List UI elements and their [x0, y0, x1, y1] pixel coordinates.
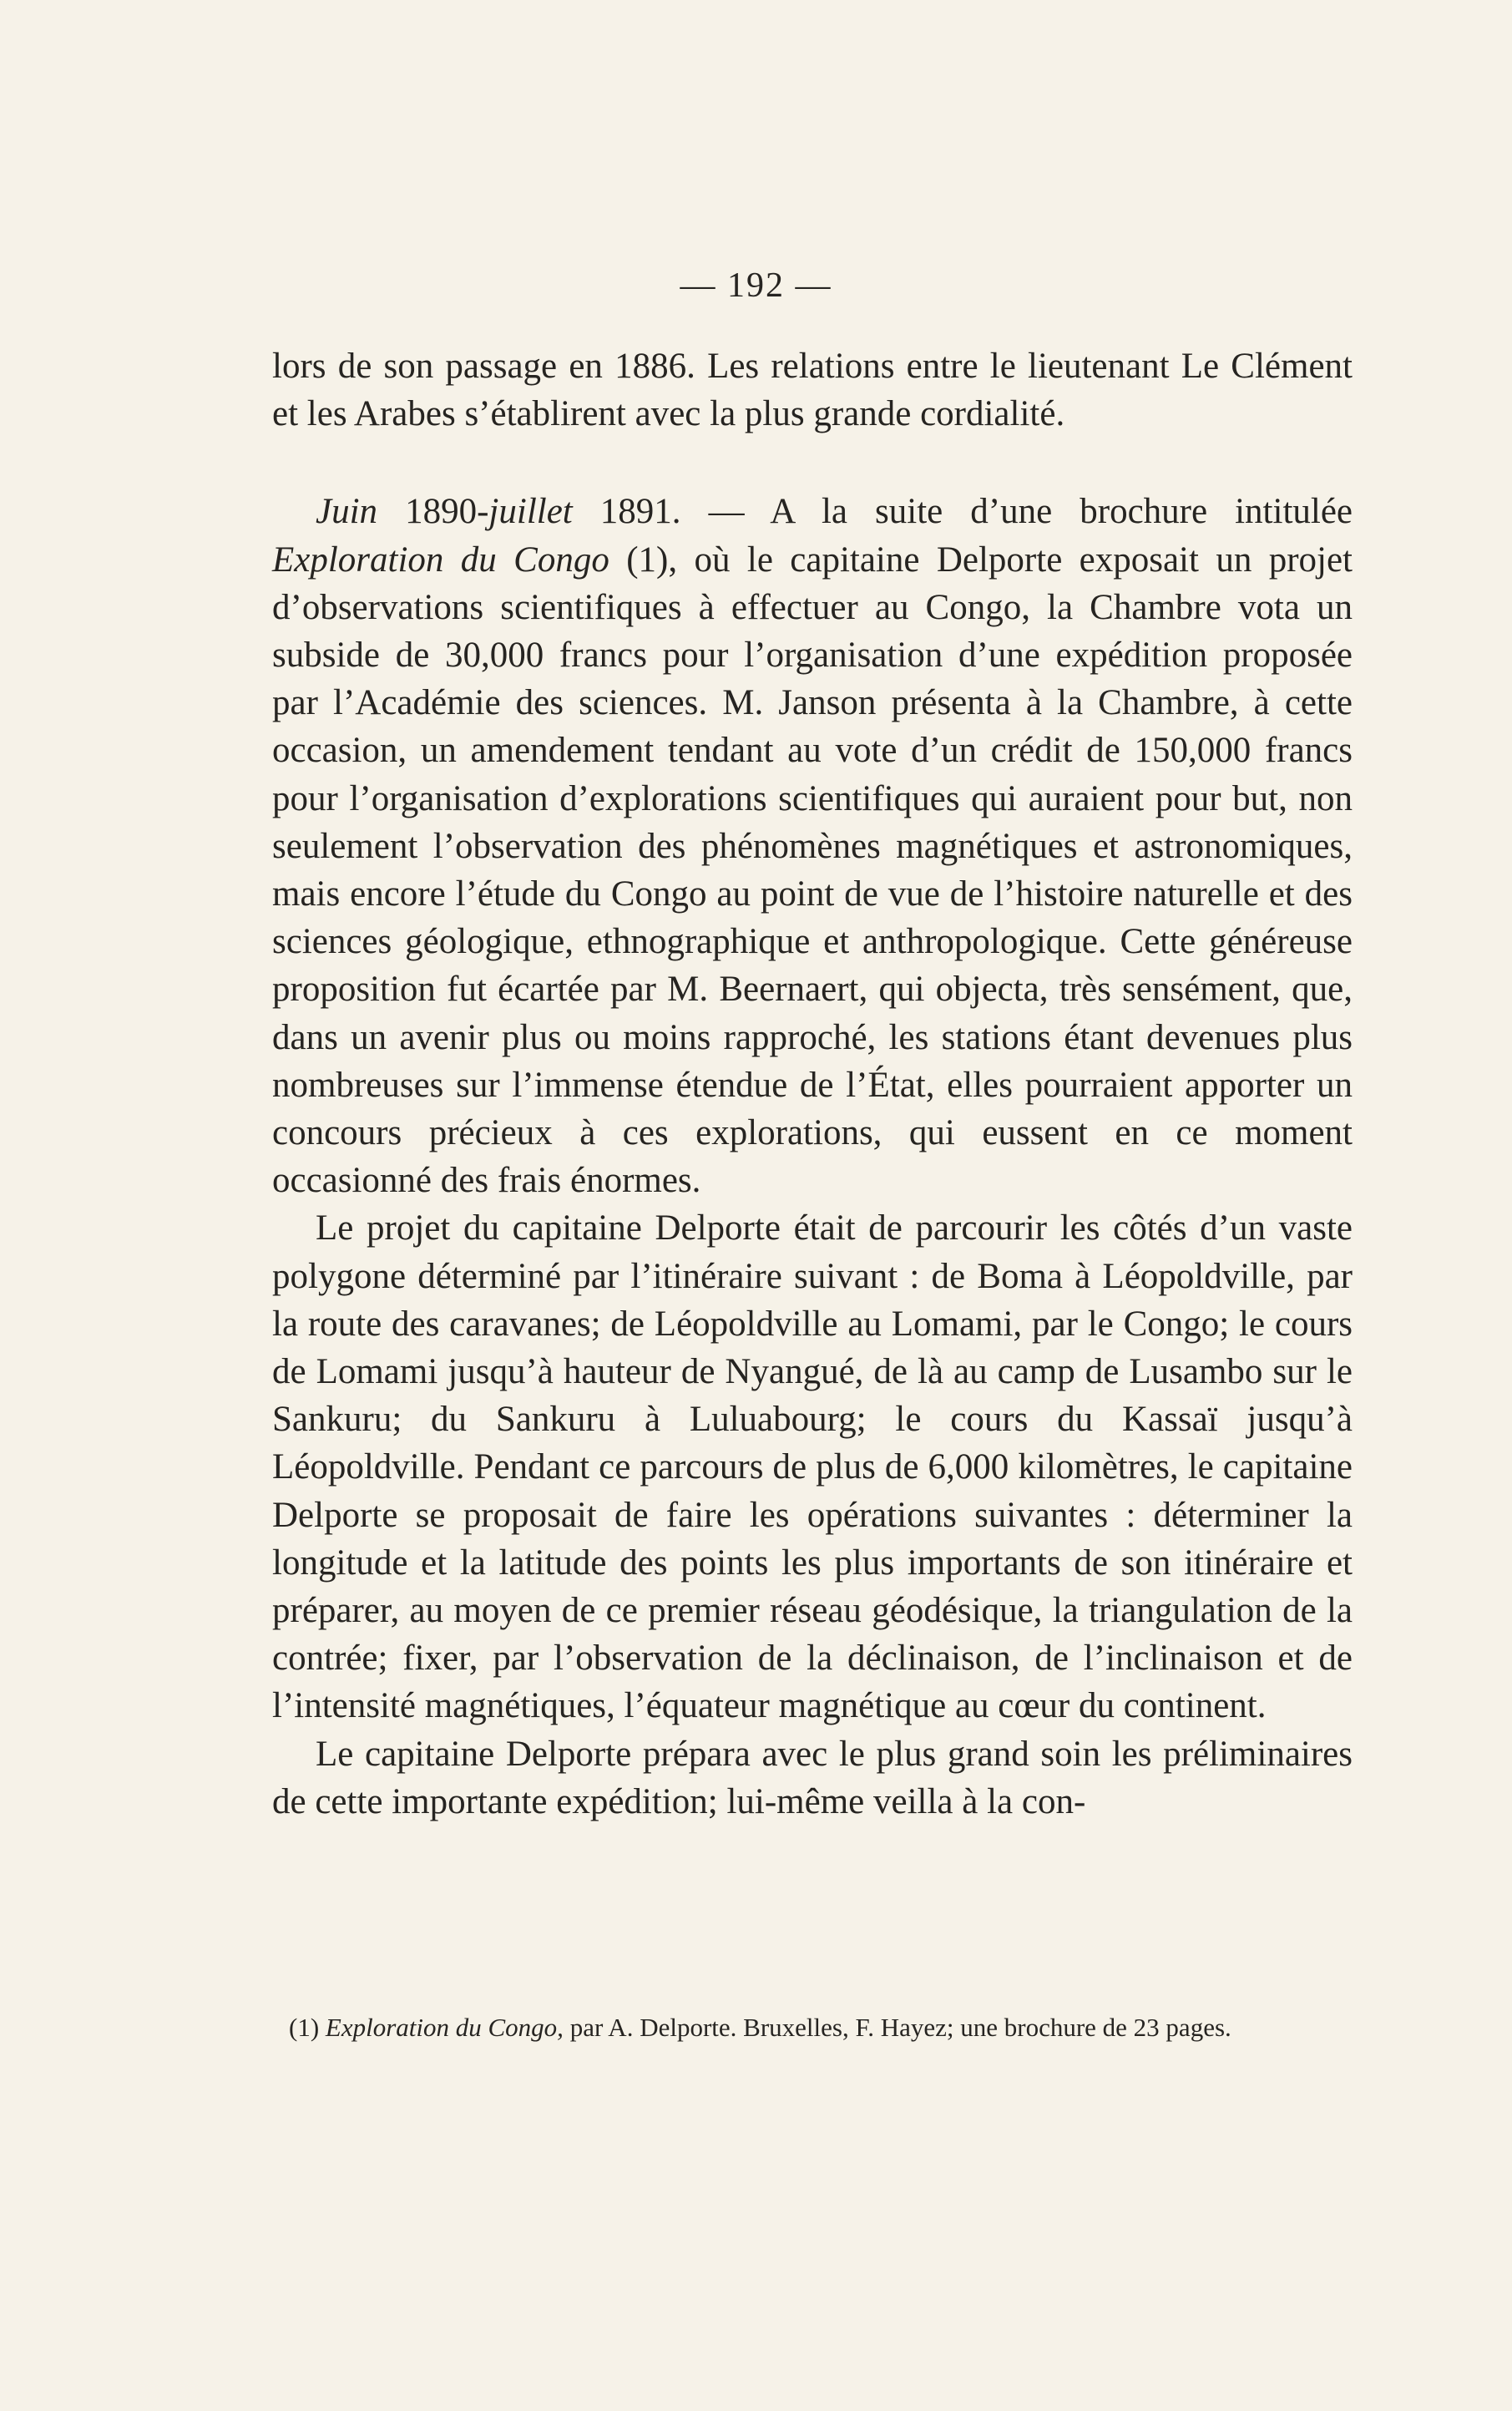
footnote-text: par A. Delporte. Bruxelles, F. Hayez; une brochure de 23 pages. — [569, 2013, 1231, 2042]
entry-paragraph — [272, 488, 1353, 1204]
entry-date-month2: juillet — [488, 492, 573, 532]
section-gap — [272, 438, 1353, 488]
entry-brochure-title: Exploration du Congo — [272, 539, 609, 580]
entry-date-month1: Juin — [316, 492, 378, 532]
entry-lead-text: — A la suite d’une brochure intitulée — [708, 492, 1353, 532]
footnote-title: Exploration du Congo, — [325, 2013, 564, 2042]
footnote-marker: (1) — [289, 2013, 320, 2042]
page-number: — 192 — — [680, 266, 832, 305]
continuation-paragraph: lors de son passage en 1886. Les relations entre le lieutenant Le Clément et les Arabes s’établirent avec la plus grande cordialité. — [272, 347, 1353, 434]
entry-date-year2: 1891. — [599, 492, 681, 532]
main-text — [272, 342, 1353, 1826]
footnote — [272, 2011, 1353, 2044]
paragraph-preparation: Le capitaine Delporte prépara avec le plus grand soin les préliminaires de cette importante expédition; lui-même veilla à la con- — [272, 1734, 1353, 1821]
entry-body-text: (1), où le capitaine Delporte exposait un projet d’observations scientifiques à effectuer au Congo, la Chambre vota un subside de 30,000 francs pour l’organisation d’une expédition proposée par l’Académie des sciences. M. Janson présenta à la Chambre, à cette occasion, un amendement tendant au vote d’un crédit de 150,000 francs pour l’organisation d’explorations scientifiques qui auraient pour but, non seulement l’observation des phénomènes magnétiques et astronomiques, mais encore l’étude du Congo au point de vue de l’histoire naturelle et des sciences géologique, ethnographique et anthropologique. Cette généreuse proposition fut écartée par M. Beernaert, qui objecta, très sensément, que, dans un avenir plus ou moins rapproché, les stations étant devenues plus nombreuses sur l’immense étendue de l’État, elles pourraient apporter un concours précieux à ces explorations, qui eussent en ce moment occasionné des frais énormes. — [272, 539, 1353, 1201]
paragraph-itinerary: Le projet du capitaine Delporte était de parcourir les côtés d’un vaste polygone déterminé par l’itinéraire suivant : de Boma à Léopoldville, par la route des caravanes; de Léopoldville au Lomami, par le Congo; le cours de Lomami jusqu’à hauteur de Nyangué, de là au camp de Lusambo sur le Sankuru; du Sankuru à Luluabourg; le cours du Kassaï jusqu’à Léopoldville. Pendant ce parcours de plus de 6,000 kilomètres, le capitaine Delporte se proposait de faire les opérations suivantes : déterminer la longitude et la latitude des points les plus importants de son itinéraire et préparer, au moyen de ce premier réseau géodésique, la triangulation de la contrée; fixer, par l’observation de la déclinaison, de l’inclinaison et de l’intensité magnétiques, l’équateur magnétique au cœur du continent. — [272, 1208, 1353, 1726]
entry-date-year1: 1890- — [405, 492, 489, 532]
